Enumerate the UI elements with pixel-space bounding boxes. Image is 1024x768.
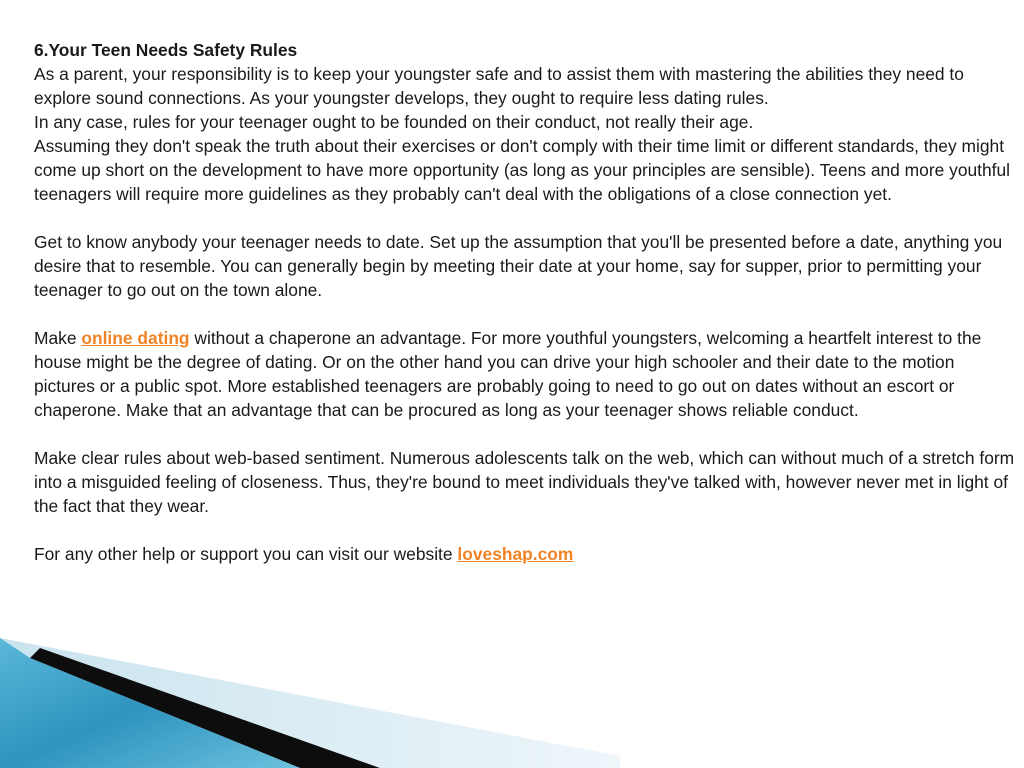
corner-decoration [0, 638, 1024, 768]
slide-heading: 6.Your Teen Needs Safety Rules [34, 40, 298, 60]
paragraph-3-after: without a chaperone an advantage. For more youthful youngsters, welcoming a heartfelt interest to the house might be the degree of dating. Or on the other hand you can drive your high schooler and their date to the motion pictures or a public spot. More established teenagers are probably going to need to go out on dates without an escort or chaperone. Make that an advantage that can be procured as long as your teenager shows reliable conduct. [34, 328, 982, 420]
paragraph-5 [34, 542, 1016, 566]
paragraph-2: Get to know anybody your teenager needs to date. Set up the assumption that you'll be presented before a date, anything you desire that to resemble. You can generally begin by meeting their date at your home, say for supper, prior to permitting your teenager to go out on the town alone. [34, 232, 1003, 300]
paragraph-1-line-1: As a parent, your responsibility is to keep your youngster safe and to assist them with mastering the abilities they need to explore sound connections. As your youngster develops, they ought to require less dating rules. [34, 64, 964, 108]
slide-body [34, 38, 1016, 566]
paragraph-1-line-2: In any case, rules for your teenager ought to be founded on their conduct, not really their age. [34, 112, 754, 132]
spacer [34, 518, 1016, 542]
spacer [34, 206, 1016, 230]
paragraph-5-before: For any other help or support you can visit our website [34, 544, 458, 564]
online-dating-link[interactable]: online dating [81, 328, 190, 348]
paragraph-3-before: Make [34, 328, 82, 348]
paragraph-1-line-3: Assuming they don't speak the truth about their exercises or don't comply with their time limit or different standards, they might come up short on the development to have more opportunity (as long as your principles are sensible). Teens and more youthful teenagers will require more guidelines as they probably can't deal with the obligations of a close connection yet. [34, 136, 1011, 204]
paragraph-3 [34, 326, 1016, 422]
spacer [34, 422, 1016, 446]
website-link[interactable]: loveshap.com [457, 544, 574, 564]
spacer [34, 302, 1016, 326]
paragraph-4: Make clear rules about web-based sentiment. Numerous adolescents talk on the web, which can without much of a stretch form into a misguided feeling of closeness. Thus, they're bound to meet individuals they've talked with, however never met in light of the fact that they wear. [34, 448, 1015, 516]
